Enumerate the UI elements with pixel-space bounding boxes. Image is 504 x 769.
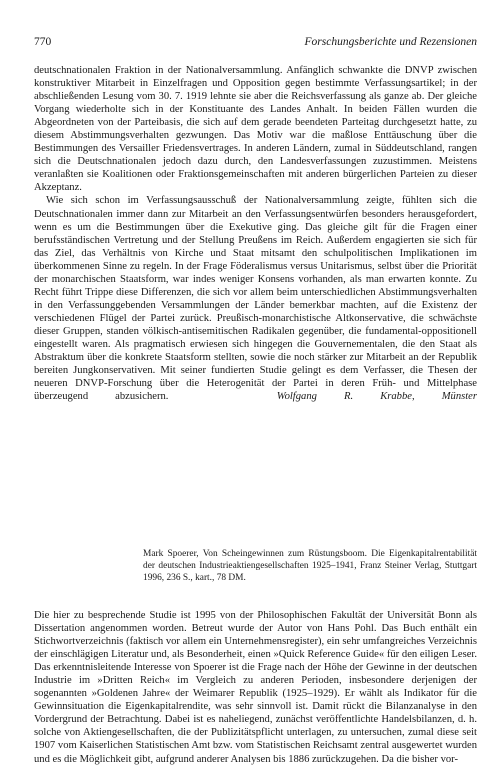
review-2-paragraph-1: Die hier zu besprechende Studie ist 1995 von der Philosophischen Fakultät der Universität Bonn als Dissertation angenommen worden. Betreut wurde der Autor von Hans Pohl. Das Buch enthält ein Stichwortverzeichnis (faktisch vor allem ein Unternehmensregister), ein sehr umfangreiches Verzeichnis der einschlägigen Literatur und, als Besonderheit, einen »Quick Reference Guide« für den eiligen Leser. Das erkenntnisleitende Interesse von Spoerer ist die Frage nach der Höhe der Gewinne in der deutschen Industrie im »Dritten Reich« im Vergleich zu anderen Perioden, insbesondere derjenigen der sogenannten »Goldenen Jahre« der Weimarer Republik (1925–1929). Er wählt als Indikator für die Gewinnsituation die Eigenkapitalrendite, was sehr sinnvoll ist. Damit rückt die Bilanzanalyse in den Vordergrund der Betrachtung. Dabei ist es naheliegend, zunächst veröffentlichte Handelsbilanzen, d. h. solche von Aktiengesellschaften, die der Publizitätspflicht unterlagen, zu untersuchen, zumal diese seit 1907 vom Kaiserlichen Statistischen Amt bzw. vom Statistischen Reichsamt zentral ausgewertet wurden und es die Möglichkeit gibt, aufgrund anderer Analysen bis 1886 zurückzugehen. Da die bisher vor- bbox=[34, 610, 477, 765]
review-1-paragraph-2 bbox=[34, 194, 477, 403]
review-1-paragraph-1: deutschnationalen Fraktion in der Nationalversammlung. Anfänglich schwankte die DNVP zwischen konstruktiver Mitarbeit in Einzelfragen und Opposition gegen bestimmte Verfassungsartikel; in der abschließenden Lesung vom 30. 7. 1919 lehnte sie aber die Reichsverfassung als ganze ab. Der gleiche Vorgang wiederholte sich in der Konstituante des Landes Anhalt. In beiden Fällen wurden die Abgeordneten von der Parteibasis, die sich auf dem gerade beendeten Parteitag durchgesetzt hatte, zu diesem Abstimmungsverhalten gezwungen. Das Motiv war die maßlose Enttäuschung über die Bestimmungen des Versailler Friedensvertrages. In anderen Ländern, zumal in Süddeutschland, rangen sich die Deutschnationalen jedoch dazu durch, den Landesverfassungen zuzustimmen. Meistens veranlaßten sie Koalitionen oder Fraktionsgemeinschaften mit anderen bürgerlichen Parteien zu dieser Akzeptanz. bbox=[34, 65, 477, 194]
page-number: 770 bbox=[34, 36, 52, 48]
review-2-body bbox=[34, 609, 477, 766]
reviewer-signature: Wolfgang R. Krabbe, Münster bbox=[276, 391, 478, 403]
review-1-paragraph-2-text: Wie sich schon im Verfassungsausschuß der Nationalversammlung zeigte, fühlten sich die Deutschnationalen immer dann zur Mitarbeit an den Verfassungsentwürfen besonders herausgefordert, wenn es um die Bestimmungen über die Exekutive ging. Das gleiche gilt für die Fragen einer berufsständischen Vertretung und der Stellung Preußens im Reich. Außerdem engagierten sie sich für das Ziel, das Verhältnis von Kirche und Staat mitsamt den schulpolitischen Implikationen im überkommenen Sinne zu regeln. In der Frage Föderalismus versus Unitarismus, selbst über die Priorität der monarchischen Staatsform, war indes weniger Konsens vorhanden, als man erwarten konnte. Zu Recht führt Trippe diese Differenzen, die sich vor allem beim unterschiedlichen Abstimmungsverhalten in den Verfassunggebenden Versammlungen der Länder bemerkbar machten, auf die Existenz der verschiedenen Flügel der Partei zurück. Preußisch-monarchistische Altkonservative, die schwächste dieser Gruppen, standen völkisch-antisemitischen Radikalen gegenüber, die fundamental-oppositionell eingestellt waren. Als pragmatisch erwiesen sich hingegen die Gouvernementalen, die den Staat als Abstraktum über die konkrete Staatsform stellten, sowie die noch stärker zur Mitarbeit an der Republik bereiten Jungkonservativen. Mit seiner fundierten Studie gelingt es dem Verfasser, die Thesen der neueren DNVP-Forschung über die Heterogenität der Partei in deren Früh- und Mittelphase überzeugend abzusichern. bbox=[34, 195, 477, 403]
running-header bbox=[34, 36, 477, 52]
review-2-bibliographic-header: Mark Spoerer, Von Scheingewinnen zum Rüstungsboom. Die Eigenkapitalrentabilität der deutschen Industrieaktiengesellschaften 1925–1941, Franz Steiner Verlag, Stuttgart 1996, 236 S., kart., 78 DM. bbox=[143, 549, 477, 584]
journal-section-title: Forschungsberichte und Rezensionen bbox=[304, 36, 477, 48]
page bbox=[34, 36, 478, 765]
review-1-body bbox=[34, 64, 477, 403]
